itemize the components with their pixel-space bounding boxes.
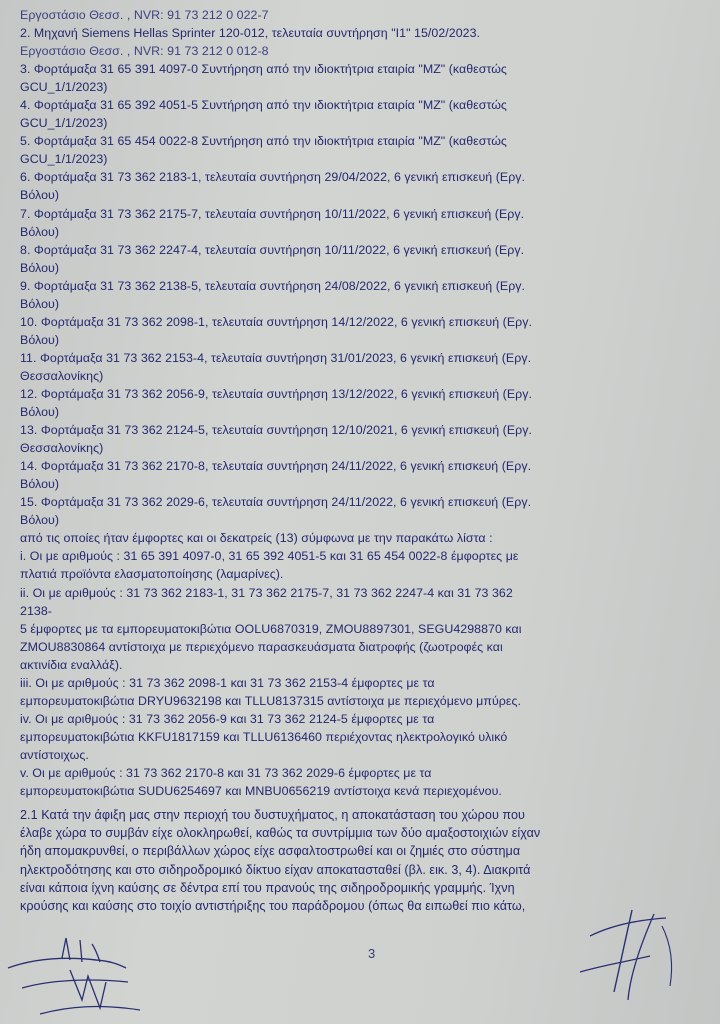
text-line: εμπορευματοκιβώτια DRYU9632198 και TLLU8137315 αντίστοιχα με περιεχόμενο μπύρες. xyxy=(20,693,521,708)
text-line: 5 έμφορτες με τα εμπορευματοκιβώτια OOLU6870319, ZMOU8897301, SEGU4298870 και xyxy=(20,621,522,636)
text-line: Εργοστάσιο Θεσσ. , NVR: 91 73 212 0 012-8 xyxy=(20,44,269,59)
text-line: i. Οι με αριθμούς : 31 65 391 4097-0, 31 65 392 4051-5 και 31 65 454 0022-8 έμφορτες με xyxy=(20,549,519,564)
text-line: Βόλου) xyxy=(20,224,60,239)
signature-right xyxy=(570,896,690,1006)
text-line: 13. Φορτάμαξα 31 73 362 2124-5, τελευταία συντήρηση 12/10/2021, 6 γενική επισκευή (Εργ. xyxy=(20,423,532,438)
document-body xyxy=(20,6,710,915)
text-line: πλατιά προϊόντα ελασματοποίησης (λαμαρίνες). xyxy=(20,567,284,582)
text-line: 15. Φορτάμαξα 31 73 362 2029-6, τελευταία συντήρηση 24/11/2022, 6 γενική επισκευή (Εργ. xyxy=(20,495,532,510)
text-line: ii. Οι με αριθμούς : 31 73 362 2183-1, 31 73 362 2175-7, 31 73 362 2247-4 και 31 73 362 xyxy=(20,585,513,600)
text-line: 2138- xyxy=(20,603,52,618)
text-line: Βόλου) xyxy=(20,296,60,311)
text-line: 7. Φορτάμαξα 31 73 362 2175-7, τελευταία συντήρηση 10/11/2022, 6 γενική επισκευή (Εργ. xyxy=(20,206,525,221)
text-line: 2. Μηχανή Siemens Hellas Sprinter 120-012, τελευταία συντήρηση "I1" 15/02/2023. xyxy=(20,26,481,41)
text-line: έλαβε χώρα το συμβάν είχε ολοκληρωθεί, καθώς τα συντρίμμια των δύο αμαξοστοιχιών είχαν xyxy=(20,826,541,841)
text-line: κρούσης και καύσης στο τοιχίο αντιστήριξης του παράδρομου (όπως θα ειπωθεί πιο κάτω, xyxy=(20,899,526,913)
text-line: ηλεκτροδότησης και στο σιδηροδρομικό δίκτυο είχαν αποκατασταθεί (βλ. εικ. 3, 4). Διακριτά xyxy=(20,862,531,877)
text-line: εμπορευματοκιβώτια KKFU1817159 και TLLU6136460 περιέχοντας ηλεκτρολογικό υλικό xyxy=(20,729,508,744)
text-line: 2.1 Κατά την άφιξη μας στην περιοχή του δυστυχήματος, η αποκατάσταση του χώρου που xyxy=(20,808,525,823)
text-line: 10. Φορτάμαξα 31 73 362 2098-1, τελευταία συντήρηση 14/12/2022, 6 γενική επισκευή (Εργ. xyxy=(20,314,532,329)
text-line: 6. Φορτάμαξα 31 73 362 2183-1, τελευταία συντήρηση 29/04/2022, 6 γενική επισκευή (Εργ. xyxy=(20,170,526,185)
text-line: v. Οι με αριθμούς : 31 73 362 2170-8 και 31 73 362 2029-6 έμφορτες με τα xyxy=(20,765,432,780)
text-line: αντίστοιχως. xyxy=(20,747,89,762)
page-number: 3 xyxy=(368,946,376,961)
text-line: 9. Φορτάμαξα 31 73 362 2138-5, τελευταία συντήρηση 24/08/2022, 6 γενική επισκευή (Εργ. xyxy=(20,278,526,293)
text-line: 3. Φορτάμαξα 31 65 391 4097-0 Συντήρηση από την ιδιοκτήτρια εταιρία "ΜΖ" (καθεστώς xyxy=(20,62,507,77)
text-line: 5. Φορτάμαξα 31 65 454 0022-8 Συντήρηση από την ιδιοκτήτρια εταιρία "ΜΖ" (καθεστώς xyxy=(20,134,507,149)
text-line: Βόλου) xyxy=(20,477,60,492)
text-line: Βόλου) xyxy=(20,188,60,203)
text-line: GCU_1/1/2023) xyxy=(20,80,108,95)
text-line: 11. Φορτάμαξα 31 73 362 2153-4, τελευταία συντήρηση 31/01/2023, 6 γενική επισκευή (Εργ. xyxy=(20,350,532,365)
text-line: από τις οποίες ήταν έμφορτες και οι δεκατρείς (13) σύμφωνα με την παρακάτω λίστα : xyxy=(20,531,493,546)
text-line: 12. Φορτάμαξα 31 73 362 2056-9, τελευταία συντήρηση 13/12/2022, 6 γενική επισκευή (Εργ. xyxy=(20,386,532,401)
signature-left xyxy=(0,930,150,1024)
text-line: είναι κάποια ίχνη καύσης σε δέντρα επί του πρανούς της σιδηροδρομικής γραμμής. Ίχνη xyxy=(20,880,515,895)
text-line: Βόλου) xyxy=(20,513,60,528)
text-line: iii. Οι με αριθμούς : 31 73 362 2098-1 και 31 73 362 2153-4 έμφορτες με τα xyxy=(20,675,435,690)
text-line: GCU_1/1/2023) xyxy=(20,152,108,167)
text-line: ακτινίδια εναλλάξ). xyxy=(20,657,123,672)
text-line: εμπορευματοκιβώτια SUDU6254697 και MNBU0656219 αντίστοιχα κενά περιεχομένου. xyxy=(20,784,502,799)
text-line: ήδη απομακρυνθεί, ο περιβάλλων χώρος είχε ασφαλτοστρωθεί και οι ζημιές στο σύστημα xyxy=(20,844,521,859)
text-line: Εργοστάσιο Θεσσ. , NVR: 91 73 212 0 022-7 xyxy=(20,8,269,22)
text-line: Βόλου) xyxy=(20,332,60,347)
text-line: 4. Φορτάμαξα 31 65 392 4051-5 Συντήρηση από την ιδιοκτήτρια εταιρία "ΜΖ" (καθεστώς xyxy=(20,98,507,113)
text-line: Θεσσαλονίκης) xyxy=(20,441,104,456)
text-line: Βόλου) xyxy=(20,405,60,420)
text-line: Θεσσαλονίκης) xyxy=(20,368,104,383)
text-line: 14. Φορτάμαξα 31 73 362 2170-8, τελευταία συντήρηση 24/11/2022, 6 γενική επισκευή (Εργ. xyxy=(20,459,532,474)
text-line: GCU_1/1/2023) xyxy=(20,116,108,131)
text-line: iv. Οι με αριθμούς : 31 73 362 2056-9 και 31 73 362 2124-5 έμφορτες με τα xyxy=(20,711,435,726)
text-line: 8. Φορτάμαξα 31 73 362 2247-4, τελευταία συντήρηση 10/11/2022, 6 γενική επισκευή (Εργ. xyxy=(20,242,525,257)
text-line: Βόλου) xyxy=(20,260,60,275)
text-line: ZMOU8830864 αντίστοιχα με περιεχόμενο παρασκευάσματα διατροφής (ζωοτροφές και xyxy=(20,639,503,654)
